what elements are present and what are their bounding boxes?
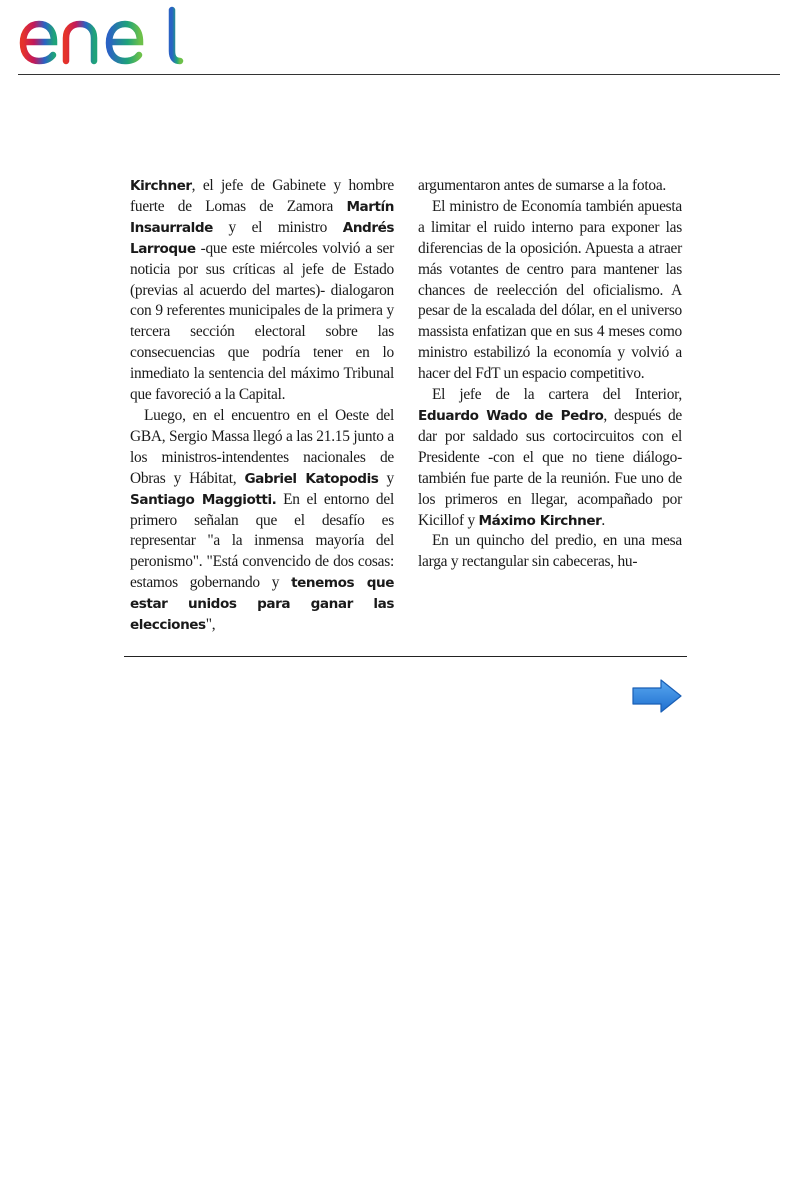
text-run: En un quincho del predio, en una mesa larga y rectangular sin cabeceras, hu-: [418, 532, 682, 571]
text-run: argumentaron antes de sumarse a la fotoa.: [418, 177, 667, 194]
text-run: y: [378, 469, 394, 487]
text-run: -que este miércoles volvió a ser noticia por sus críticas al jefe de Estado (previas al acuerdo del martes)- dialogaron con 9 referentes municipales de la primera y tercera sección electoral sobre las consecuencias que podría tener en lo inmediato la sentencia del máximo Tribunal que favoreció a la Capital.: [130, 239, 394, 404]
article-paragraph: [418, 531, 682, 573]
article-paragraph: [130, 406, 394, 636]
article-paragraph: [418, 176, 682, 197]
highlighted-name: Eduardo Wado de Pedro: [418, 407, 604, 424]
highlighted-name: Martín Insaurralde: [130, 198, 394, 236]
highlighted-name: Santiago Maggiotti.: [130, 491, 277, 508]
article-column-right: [418, 176, 682, 616]
text-run: .: [601, 511, 605, 529]
highlighted-name: Máximo Kirchner: [478, 512, 602, 529]
article-body: [130, 176, 682, 634]
right-arrow-icon[interactable]: [630, 678, 684, 714]
highlighted-name: Andrés Larroque: [130, 219, 394, 257]
article-divider: [124, 656, 687, 657]
text-run: En el entorno del primero señalan que el desafío es representar "a la inmensa mayoría del peronismo". "Está convencido de dos cosas: estamos gobernando y: [130, 490, 394, 592]
highlighted-name: tenemos que estar unidos para ganar las elecciones: [130, 575, 394, 634]
header-divider: [18, 74, 780, 75]
text-run: , después de dar por saldado sus cortocircuitos con el Presidente -con el que no tiene diálogo- también fue parte de la reunión. Fue uno de los primeros en llegar, acompañado por Kicillof y: [418, 406, 682, 529]
text-run: ",: [205, 616, 216, 634]
article-paragraph: [418, 385, 682, 531]
highlighted-name: Gabriel Katopodis: [244, 470, 379, 487]
article-paragraph: [130, 176, 394, 406]
text-run: El jefe de la cartera del Interior,: [432, 386, 682, 404]
article-paragraph: [418, 197, 682, 385]
article-column-left: [130, 176, 394, 634]
text-run: y el ministro: [212, 218, 343, 236]
text-run: Luego, en el encuentro en el Oeste del GBA, Sergio Massa llegó a las 21.15 junto a los ministros-intendentes nacionales de Obras y Hábitat,: [130, 406, 394, 487]
text-run: , el jefe de Gabinete y hombre fuerte de Lomas de Zamora: [130, 177, 394, 215]
highlighted-name: Kirchner: [130, 178, 192, 194]
enel-logo: [16, 4, 186, 68]
text-run: El ministro de Economía también apuesta a limitar el ruido interno para exponer las diferencias de la oposición. Apuesta a atraer más votantes de centro para mantener las chances de reelección del oficialismo. A pesar de la escalada del dólar, en el universo massista enfatizan que en sus 4 meses como ministro estabilizó la economía y volvió a hacer del FdT un espacio competitivo.: [418, 197, 682, 383]
